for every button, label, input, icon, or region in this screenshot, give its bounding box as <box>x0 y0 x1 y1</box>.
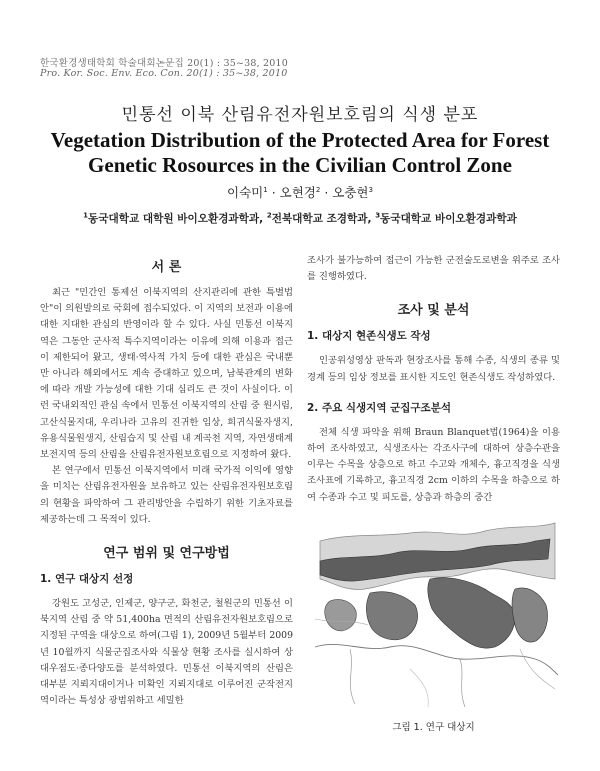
figure-caption: 그림 1. 연구 대상지 <box>392 722 475 733</box>
author-separator: · <box>267 185 280 200</box>
affiliation-sup: 3 <box>375 211 381 220</box>
affiliation: 동국대학교 바이오환경과학과 <box>380 213 517 225</box>
subsection-heading-vegetation-map: 1. 대상지 현존식생도 작성 <box>307 330 431 343</box>
author-name: 오현경 <box>279 185 316 200</box>
affiliation-sup: 2 <box>266 211 272 220</box>
right-column <box>307 253 560 506</box>
analysis-paragraph-1: 인공위성영상 판독과 현장조사를 통해 수종, 식생의 종류 및 경계 등의 임상 정보를 표시한 지도인 현존식생도 작성하였다. <box>307 355 560 383</box>
scope-paragraph-1: 강원도 고성군, 인제군, 양구군, 화천군, 철원군의 민통선 이북지역 산림 중 약 51,400ha 면적의 산림유전자원보호림으로 지정된 구역을 대상으로 하여(그림 1), 2009년 5월부터 2009년 10월까지 식물군집조사와 식물상 현황 조사를 실시하여 상대우점도·종다양도를 분석하였다. 민통선 이북지역의 산림은 대부분 지뢰지대이거나 미확인 지뢰지대로 이루어진 군작전지역이라는 특성상 광범위하고 세밀한 <box>40 598 293 707</box>
left-column <box>40 256 293 709</box>
intro-paragraph-2: 본 연구에서 민통선 이북지역에서 미래 국가적 이익에 영향을 미치는 산림유전자원을 보유하고 있는 산림유전자원보호림의 현황을 파악하여 그 관리방안을 수립하기 위한 기초자료를 제공하는데 그 목적이 있다. <box>40 465 293 525</box>
map-figure <box>310 519 560 709</box>
author-list <box>0 183 600 201</box>
author-name: 이숙미 <box>227 185 264 200</box>
affiliation: 동국대학교 대학원 바이오환경과학과, <box>88 213 267 225</box>
affiliation-list <box>0 211 600 226</box>
title-korean: 민통선 이북 산림유전자원보호림의 식생 분포 <box>121 105 479 125</box>
intro-paragraph-1: 최근 "민간인 통제선 이북지역의 산지관리에 관한 특별법안"이 의원발의로 국회에 접수되었다. 이 지역의 보전과 이용에 대한 지대한 관심의 반영이라 할 수 있다. 사실 민통선 이북지역은 그동안 군사적 특수지역이라는 이유에 의해 이용과 접근이 제한되어 왔고, 생태·역사적 가치 등에 대한 관심은 국내뿐만 아니라 해외에서도 계속 증대하고 있으며, 남북관계의 변화에 따라 개발 가능성에 대한 기대 심리도 큰 것이 사실이다. 이런 국내외적인 관심 속에서 민통선 이북지역의 산림 중 원시림, 고산식물지대, 우리나라 고유의 진귀한 임상, 희귀식물자생지, 유용식물원생지, 산림습지 및 산림 내 계곡천 지역, 자연생태계보전지역 등의 산림을 산림유전자원보호림으로 지정하여 왔다. <box>40 287 293 461</box>
affiliation: 전북대학교 조경학과, <box>271 213 376 225</box>
author-separator: · <box>320 185 333 200</box>
affiliation-sup: 1 <box>83 211 89 220</box>
section-heading-scope: 연구 범위 및 연구방법 <box>103 546 230 562</box>
author-sup: 2 <box>315 185 321 194</box>
analysis-paragraph-2: 전체 식생 파악을 위해 Braun Blanquet법(1964)을 이용하여 조사하였고, 식생조사는 각조사구에 대하여 상층수관을 이루는 수목을 상층으로 하고 수고와 개체수, 흉고직경을 식생조사표에 기록하고, 흉고직경 2cm 이하의 수목을 하층으로 하여 수종과 수고 및 피도를, 상층과 하층의 중간 <box>307 426 560 503</box>
section-heading-intro: 서 론 <box>151 260 182 275</box>
journal-header-ko: 한국환경생태학회 학술대회논문집 20(1) : 35~38, 2010 <box>40 58 289 69</box>
continued-paragraph: 조사가 불가능하여 접근이 가능한 군전술도로변을 위주로 조사를 진행하였다. <box>307 255 560 283</box>
author-sup: 1 <box>263 185 268 194</box>
study-area-map <box>310 519 560 709</box>
subsection-heading-site: 1. 연구 대상지 선정 <box>40 573 134 586</box>
journal-header-en: Pro. Kor. Soc. Env. Eco. Con. 20(1) : 35~38, 2010 <box>40 68 288 79</box>
section-heading-analysis: 조사 및 분석 <box>397 303 470 319</box>
author-sup: 3 <box>368 185 373 194</box>
author-name: 오충현 <box>332 185 369 200</box>
title-english: Vegetation Distribution of the Protected Area for Forest Genetic Rosources in the Civilian Control Zone <box>50 128 550 177</box>
subsection-heading-community: 2. 주요 식생지역 군집구조분석 <box>307 401 451 414</box>
